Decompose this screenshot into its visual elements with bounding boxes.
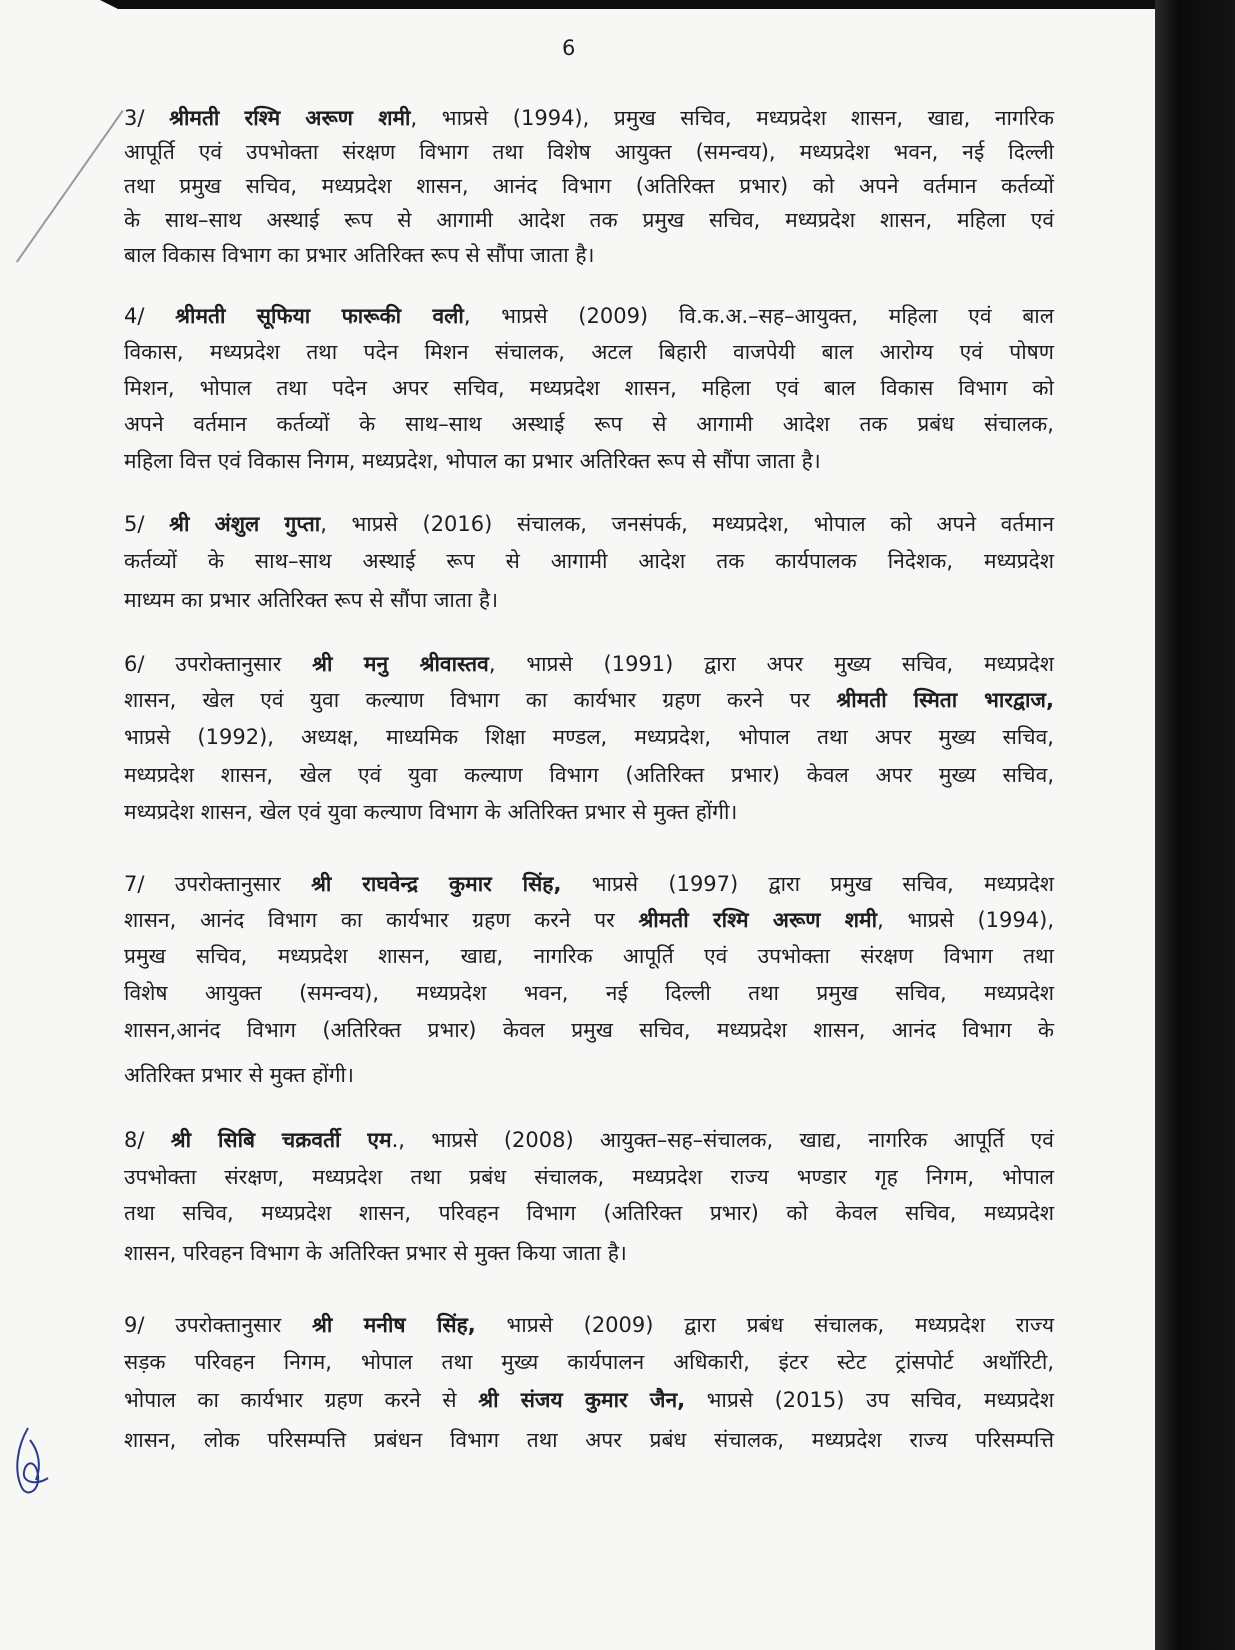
initials-signature bbox=[8, 1420, 58, 1500]
paragraph-6-line bbox=[124, 685, 1054, 715]
paragraph-6-line bbox=[124, 797, 1054, 827]
officer-name: श्री संजय कुमार जैन, bbox=[478, 1388, 686, 1412]
text-segment: 4/ bbox=[124, 304, 176, 328]
text-segment: बाल विकास विभाग का प्रभार अतिरिक्त रूप से सौंपा जाता है। bbox=[124, 243, 595, 267]
text-segment: तथा सचिव, मध्यप्रदेश शासन, परिवहन विभाग (अतिरिक्त प्रभार) को केवल सचिव, मध्यप्रदेश bbox=[124, 1201, 1054, 1225]
paragraph-4-line bbox=[124, 301, 1054, 331]
paragraph-8-line bbox=[124, 1162, 1054, 1192]
text-segment: शासन, खेल एवं युवा कल्याण विभाग का कार्यभार ग्रहण करने पर bbox=[124, 688, 837, 712]
paragraph-3-line bbox=[124, 137, 1054, 167]
paragraph-6-line bbox=[124, 722, 1054, 752]
text-segment: तथा प्रमुख सचिव, मध्यप्रदेश शासन, आनंद विभाग (अतिरिक्त प्रभार) को अपने वर्तमान कर्तव्यों bbox=[124, 174, 1054, 198]
officer-name: श्री मनीष सिंह, bbox=[312, 1313, 476, 1337]
text-segment: , भाप्रसे (1994), bbox=[877, 908, 1054, 932]
text-segment: , भाप्रसे (2016) संचालक, जनसंपर्क, मध्यप्रदेश, भोपाल को अपने वर्तमान bbox=[320, 512, 1054, 536]
paragraph-6-line bbox=[124, 649, 1054, 679]
paragraph-9-line bbox=[124, 1425, 1054, 1455]
paragraph-5-line bbox=[124, 546, 1054, 576]
paragraph-3-line bbox=[124, 103, 1054, 133]
text-segment: आपूर्ति एवं उपभोक्ता संरक्षण विभाग तथा विशेष आयुक्त (समन्वय), मध्यप्रदेश भवन, नई दिल्ली bbox=[124, 140, 1054, 164]
text-segment: शासन, परिवहन विभाग के अतिरिक्त प्रभार से मुक्त किया जाता है। bbox=[124, 1241, 627, 1265]
text-segment: 6/ उपरोक्तानुसार bbox=[124, 652, 313, 676]
paragraph-8-line bbox=[124, 1125, 1054, 1155]
text-segment: महिला वित्त एवं विकास निगम, मध्यप्रदेश, भोपाल का प्रभार अतिरिक्त रूप से सौंपा जाता है। bbox=[124, 449, 821, 473]
officer-name: श्री राघवेन्द्र कुमार सिंह, bbox=[311, 872, 562, 896]
paragraph-9-line bbox=[124, 1310, 1054, 1340]
officer-name: श्रीमती स्मिता भारद्वाज, bbox=[836, 688, 1054, 712]
text-segment: अपने वर्तमान कर्तव्यों के साथ–साथ अस्थाई रूप से आगामी आदेश तक प्रबंध संचालक, bbox=[124, 412, 1054, 436]
paragraph-9-line bbox=[124, 1347, 1054, 1377]
paragraph-7-line bbox=[124, 1060, 1054, 1090]
paragraph-7-line bbox=[124, 1015, 1054, 1045]
paragraph-7-line bbox=[124, 941, 1054, 971]
officer-name: श्रीमती सूफिया फारूकी वली bbox=[175, 304, 464, 328]
page-top-shadow-corner bbox=[100, 0, 118, 9]
text-segment: 7/ उपरोक्तानुसार bbox=[124, 872, 312, 896]
text-segment: माध्यम का प्रभार अतिरिक्त रूप से सौंपा जाता है। bbox=[124, 588, 499, 612]
text-segment: शासन, लोक परिसम्पत्ति प्रबंधन विभाग तथा अपर प्रबंध संचालक, मध्यप्रदेश राज्य परिसम्पत्ति bbox=[124, 1428, 1054, 1452]
text-segment: मध्यप्रदेश शासन, खेल एवं युवा कल्याण विभाग के अतिरिक्त प्रभार से मुक्त होंगी। bbox=[124, 800, 738, 824]
paragraph-8-line bbox=[124, 1238, 1054, 1268]
text-segment: 8/ bbox=[124, 1128, 171, 1152]
paragraph-4-line bbox=[124, 446, 1054, 476]
text-segment: विकास, मध्यप्रदेश तथा पदेन मिशन संचालक, अटल बिहारी वाजपेयी बाल आरोग्य एवं पोषण bbox=[124, 340, 1054, 364]
text-segment: , भाप्रसे (1991) द्वारा अपर मुख्य सचिव, मध्यप्रदेश bbox=[488, 652, 1054, 676]
paragraph-7-line bbox=[124, 905, 1054, 935]
text-segment: उपभोक्ता संरक्षण, मध्यप्रदेश तथा प्रबंध संचालक, मध्यप्रदेश राज्य भण्डार गृह निगम, भोपाल bbox=[124, 1165, 1054, 1189]
page-right-shadow bbox=[1155, 0, 1235, 1650]
page-top-shadow bbox=[118, 0, 1235, 9]
text-segment: मध्यप्रदेश शासन, खेल एवं युवा कल्याण विभाग (अतिरिक्त प्रभार) केवल अपर मुख्य सचिव, bbox=[124, 763, 1054, 787]
paragraph-7-line bbox=[124, 978, 1054, 1008]
text-segment: मिशन, भोपाल तथा पदेन अपर सचिव, मध्यप्रदेश शासन, महिला एवं बाल विकास विभाग को bbox=[124, 376, 1054, 400]
officer-name: श्रीमती रश्मि अरूण शमी bbox=[169, 106, 411, 130]
text-segment: के साथ–साथ अस्थाई रूप से आगामी आदेश तक प्रमुख सचिव, मध्यप्रदेश शासन, महिला एवं bbox=[124, 208, 1054, 232]
paragraph-3-line bbox=[124, 171, 1054, 201]
officer-name: श्रीमती रश्मि अरूण शमी bbox=[638, 908, 878, 932]
officer-name: श्री अंशुल गुप्ता bbox=[169, 512, 321, 536]
text-segment: , भाप्रसे (2009) वि.क.अ.–सह–आयुक्त, महिला एवं बाल bbox=[463, 304, 1054, 328]
paragraph-5-line bbox=[124, 585, 1054, 615]
text-segment: 3/ bbox=[124, 106, 170, 130]
paragraph-5-line bbox=[124, 509, 1054, 539]
officer-name: श्री मनु श्रीवास्तव bbox=[312, 652, 489, 676]
text-segment: भाप्रसे (2015) उप सचिव, मध्यप्रदेश bbox=[685, 1388, 1054, 1412]
text-segment: भाप्रसे (2009) द्वारा प्रबंध संचालक, मध्यप्रदेश राज्य bbox=[475, 1313, 1055, 1337]
paragraph-7-line bbox=[124, 869, 1054, 899]
text-segment: विशेष आयुक्त (समन्वय), मध्यप्रदेश भवन, नई दिल्ली तथा प्रमुख सचिव, मध्यप्रदेश bbox=[124, 981, 1054, 1005]
paragraph-4-line bbox=[124, 337, 1054, 367]
text-segment: 9/ उपरोक्तानुसार bbox=[124, 1313, 313, 1337]
paragraph-4-line bbox=[124, 409, 1054, 439]
text-segment: भाप्रसे (1997) द्वारा प्रमुख सचिव, मध्यप्रदेश bbox=[561, 872, 1055, 896]
officer-name: श्री सिबि चक्रवर्ती एम bbox=[170, 1128, 392, 1152]
text-segment: भाप्रसे (1992), अध्यक्ष, माध्यमिक शिक्षा मण्डल, मध्यप्रदेश, भोपाल तथा अपर मुख्य सचिव, bbox=[124, 725, 1054, 749]
text-segment: 5/ bbox=[124, 512, 170, 536]
paragraph-8-line bbox=[124, 1198, 1054, 1228]
paragraph-3-line bbox=[124, 205, 1054, 235]
text-segment: अतिरिक्त प्रभार से मुक्त होंगी। bbox=[124, 1063, 354, 1087]
text-segment: शासन,आनंद विभाग (अतिरिक्त प्रभार) केवल प्रमुख सचिव, मध्यप्रदेश शासन, आनंद विभाग के bbox=[124, 1018, 1054, 1042]
paragraph-9-line bbox=[124, 1385, 1054, 1415]
page-number: 6 bbox=[562, 36, 576, 60]
text-segment: शासन, आनंद विभाग का कार्यभार ग्रहण करने पर bbox=[124, 908, 639, 932]
text-segment: प्रमुख सचिव, मध्यप्रदेश शासन, खाद्य, नागरिक आपूर्ति एवं उपभोक्ता संरक्षण विभाग तथा bbox=[124, 944, 1054, 968]
text-segment: कर्तव्यों के साथ–साथ अस्थाई रूप से आगामी आदेश तक कार्यपालक निदेशक, मध्यप्रदेश bbox=[124, 549, 1054, 573]
paragraph-6-line bbox=[124, 760, 1054, 790]
paragraph-3-line bbox=[124, 240, 1054, 270]
paper-crease bbox=[16, 110, 124, 263]
text-segment: भोपाल का कार्यभार ग्रहण करने से bbox=[124, 1388, 479, 1412]
paragraph-4-line bbox=[124, 373, 1054, 403]
text-segment: ., भाप्रसे (2008) आयुक्त–सह–संचालक, खाद्य, नागरिक आपूर्ति एवं bbox=[391, 1128, 1054, 1152]
text-segment: , भाप्रसे (1994), प्रमुख सचिव, मध्यप्रदेश शासन, खाद्य, नागरिक bbox=[410, 106, 1054, 130]
text-segment: सड़क परिवहन निगम, भोपाल तथा मुख्य कार्यपालन अधिकारी, इंटर स्टेट ट्रांसपोर्ट अथॉरिटी, bbox=[124, 1350, 1054, 1374]
